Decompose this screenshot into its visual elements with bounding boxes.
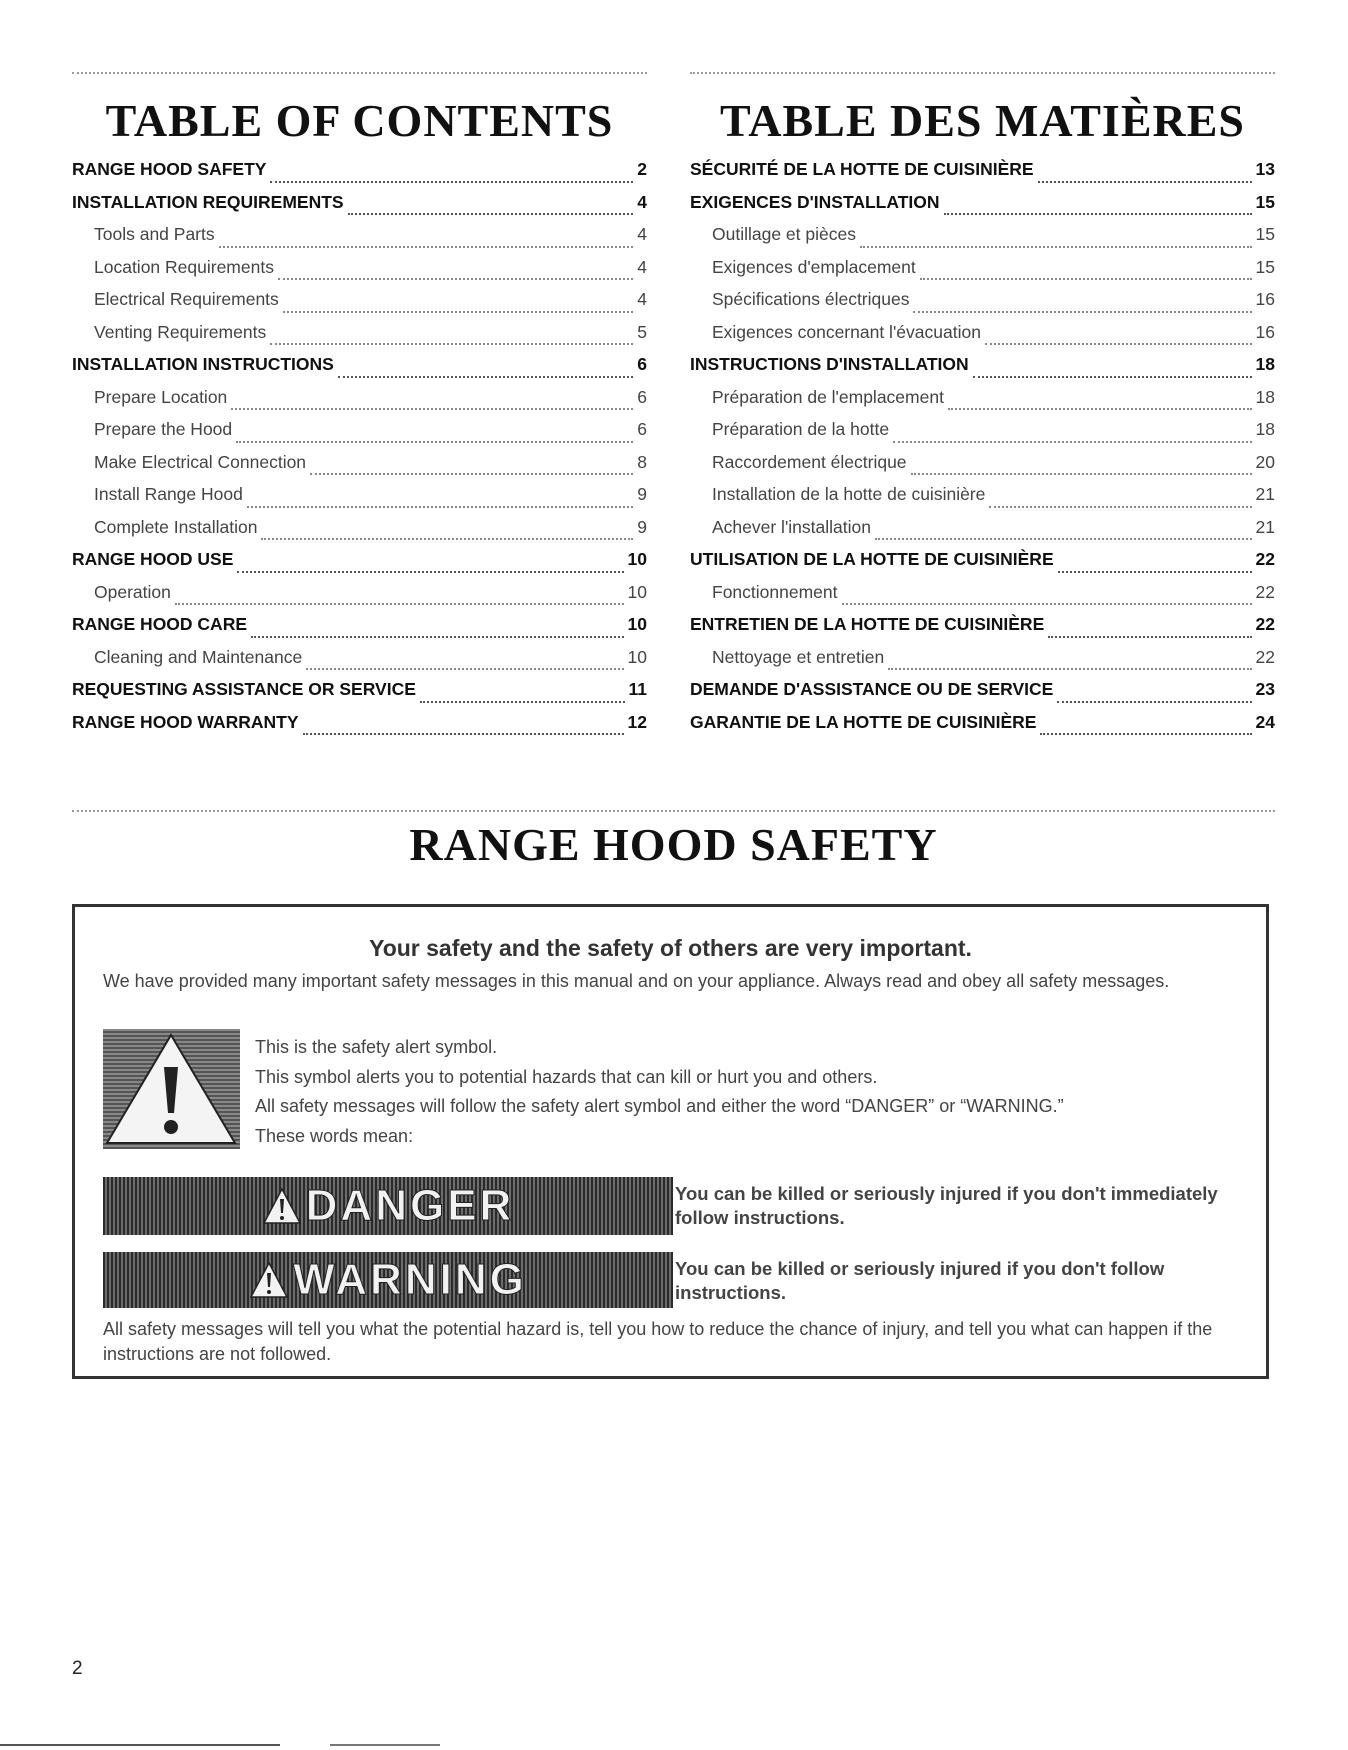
toc-entry[interactable]	[690, 387, 1275, 420]
toc-entry-label: Venting Requirements	[94, 321, 267, 342]
dot-leader	[270, 180, 633, 183]
toc-entry-label: Tools and Parts	[94, 224, 215, 244]
dot-leader	[420, 700, 625, 703]
dot-leader	[911, 472, 1252, 475]
toc-entry-page: 6	[637, 419, 647, 439]
dot-leader	[913, 310, 1251, 313]
toc-entry[interactable]	[690, 322, 1275, 355]
toc-entry[interactable]	[72, 257, 647, 290]
toc-entry-page: 22	[1255, 614, 1275, 634]
toc-entry-page: 16	[1255, 289, 1275, 309]
toc-entry-page: 6	[637, 386, 647, 407]
toc-entry-label: Spécifications électriques	[712, 289, 910, 309]
toc-french	[690, 72, 1275, 744]
toc-entry[interactable]	[72, 452, 647, 485]
dot-leader	[1057, 700, 1251, 703]
dot-leader	[261, 537, 633, 540]
toc-entry[interactable]	[72, 289, 647, 322]
toc-entry[interactable]	[690, 289, 1275, 322]
toc-entry[interactable]	[690, 419, 1275, 452]
toc-entry[interactable]	[72, 192, 647, 225]
safety-headline: Your safety and the safety of others are very important.	[369, 935, 972, 961]
toc-entry-page: 8	[637, 451, 647, 472]
toc-entry-label: SÉCURITÉ DE LA HOTTE DE CUISINIÈRE	[690, 159, 1034, 179]
toc-entry-label: Make Electrical Connection	[94, 451, 307, 472]
toc-entry[interactable]	[72, 419, 647, 452]
footer-rule	[0, 1744, 280, 1746]
dot-leader	[175, 602, 624, 605]
toc-entry[interactable]	[72, 679, 647, 712]
toc-entry[interactable]	[72, 484, 647, 517]
toc-entry-page: 10	[627, 581, 647, 602]
toc-entry-label: INSTALLATION REQUIREMENTS	[72, 191, 344, 212]
top-rule	[690, 72, 1275, 74]
toc-entry-page: 18	[1255, 386, 1275, 407]
warning-signal-bar	[103, 1252, 673, 1308]
toc-entry-page: 22	[1255, 646, 1275, 667]
toc-entry[interactable]	[690, 354, 1275, 387]
toc-entry-label: Préparation de l'emplacement	[712, 386, 944, 407]
toc-entry-page: 9	[637, 516, 647, 537]
toc-entry-label: Prepare Location	[94, 386, 228, 407]
toc-entry-label: RANGE HOOD CARE	[72, 614, 248, 634]
toc-entry[interactable]	[690, 224, 1275, 257]
toc-entry-page: 24	[1255, 711, 1275, 732]
toc-entry[interactable]	[72, 224, 647, 257]
dot-leader	[236, 440, 633, 443]
toc-entry-page: 4	[637, 224, 647, 244]
alert-symbol-explanation	[255, 1033, 1255, 1151]
safety-outro: All safety messages will tell you what the potential hazard is, tell you how to reduce the chance of injury, and tell you what can happen if the instructions are not followed.	[103, 1319, 1213, 1364]
toc-entry-page: 22	[1255, 549, 1275, 569]
toc-entry[interactable]	[690, 192, 1275, 225]
dot-leader	[348, 212, 634, 215]
toc-entry-page: 20	[1255, 451, 1275, 472]
dot-leader	[888, 667, 1251, 670]
toc-title-en: TABLE OF CONTENTS	[105, 95, 614, 146]
toc-entry-page: 16	[1255, 321, 1275, 342]
toc-entry-label: Outillage et pièces	[712, 224, 856, 244]
toc-entry-page: 10	[627, 646, 647, 667]
toc-entry-label: Fonctionnement	[712, 581, 838, 602]
toc-entry-page: 10	[627, 614, 647, 634]
dot-leader	[1038, 180, 1252, 183]
toc-entry-page: 2	[637, 159, 647, 179]
toc-entry-label: Préparation de la hotte	[712, 419, 890, 439]
toc-entry-page: 4	[637, 256, 647, 277]
toc-entry[interactable]	[72, 517, 647, 550]
toc-entry-page: 5	[637, 321, 647, 342]
section-title: RANGE HOOD SAFETY	[409, 819, 938, 870]
toc-entry-page: 23	[1255, 679, 1275, 699]
toc-entry-label: DEMANDE D'ASSISTANCE OU DE SERVICE	[690, 679, 1054, 699]
dot-leader	[219, 245, 634, 248]
toc-entry-page: 15	[1255, 191, 1275, 212]
toc-entry-page: 15	[1255, 256, 1275, 277]
toc-entry[interactable]	[690, 549, 1275, 582]
dot-leader	[1058, 570, 1252, 573]
danger-alert-icon	[262, 1187, 302, 1225]
danger-text: You can be killed or seriously injured if you don't immediately follow instructions.	[675, 1183, 1218, 1228]
toc-entry-label: RANGE HOOD USE	[72, 549, 234, 569]
alert-line: These words mean:	[255, 1125, 414, 1146]
toc-entry-page: 18	[1255, 419, 1275, 439]
warning-alert-icon	[249, 1261, 289, 1299]
dot-leader	[1048, 635, 1251, 638]
toc-entry-page: 6	[637, 354, 647, 374]
toc-entry-label: Installation de la hotte de cuisinière	[712, 484, 986, 504]
top-rule	[72, 72, 647, 74]
toc-entry-label: Exigences concernant l'évacuation	[712, 321, 981, 342]
toc-entry-page: 10	[627, 549, 647, 569]
dot-leader	[278, 277, 633, 280]
toc-entry[interactable]	[690, 257, 1275, 290]
toc-entry[interactable]	[690, 484, 1275, 517]
toc-entry[interactable]	[690, 614, 1275, 647]
toc-entry[interactable]	[690, 679, 1275, 712]
dot-leader	[842, 602, 1252, 605]
footer-rule	[330, 1744, 440, 1746]
dot-leader	[875, 537, 1252, 540]
danger-signal-bar	[103, 1177, 673, 1235]
toc-english	[72, 72, 647, 744]
dot-leader	[270, 342, 633, 345]
alert-line: This is the safety alert symbol.	[255, 1037, 498, 1057]
dot-leader	[989, 505, 1251, 508]
toc-entry[interactable]	[72, 159, 647, 192]
dot-leader	[985, 342, 1252, 345]
safety-intro: We have provided many important safety messages in this manual and on your appliance. Always read and obey all safety messages.	[103, 971, 1170, 991]
toc-entry-label: Nettoyage et entretien	[712, 646, 885, 667]
toc-entry-page: 13	[1255, 159, 1275, 179]
toc-entry-label: Prepare the Hood	[94, 419, 233, 439]
toc-entry[interactable]	[72, 614, 647, 647]
toc-entry-label: REQUESTING ASSISTANCE OR SERVICE	[72, 679, 416, 699]
toc-entry-label: RANGE HOOD WARRANTY	[72, 711, 299, 732]
toc-entry[interactable]	[72, 582, 647, 615]
toc-entry[interactable]	[72, 647, 647, 680]
dot-leader	[247, 505, 633, 508]
toc-entry-page: 4	[637, 191, 647, 212]
dot-leader	[973, 375, 1252, 378]
toc-entry-label: ENTRETIEN DE LA HOTTE DE CUISINIÈRE	[690, 614, 1045, 634]
dot-leader	[893, 440, 1251, 443]
toc-entry-page: 22	[1255, 581, 1275, 602]
warning-triangle-icon	[103, 1029, 240, 1149]
dot-leader	[251, 635, 624, 638]
toc-entry[interactable]	[72, 322, 647, 355]
toc-entry-label: RANGE HOOD SAFETY	[72, 159, 267, 179]
toc-entry-label: GARANTIE DE LA HOTTE DE CUISINIÈRE	[690, 711, 1037, 732]
toc-entry-label: EXIGENCES D'INSTALLATION	[690, 191, 940, 212]
toc-entry[interactable]	[690, 582, 1275, 615]
toc-entry-page: 15	[1255, 224, 1275, 244]
dot-leader	[306, 667, 623, 670]
dot-leader	[860, 245, 1252, 248]
safety-alert-symbol	[103, 1029, 240, 1149]
warning-text: You can be killed or seriously injured if you don't follow instructions.	[675, 1258, 1165, 1303]
toc-entry-label: INSTALLATION INSTRUCTIONS	[72, 354, 334, 374]
toc-entry-label: Exigences d'emplacement	[712, 256, 916, 277]
toc-entry[interactable]	[72, 549, 647, 582]
toc-entry[interactable]	[72, 712, 647, 745]
toc-entry-label: Install Range Hood	[94, 484, 243, 504]
toc-entry-label: Achever l'installation	[712, 516, 871, 537]
toc-list-en	[72, 159, 647, 744]
dot-leader	[944, 212, 1252, 215]
section-rule	[72, 810, 1275, 812]
toc-entry-label: Raccordement électrique	[712, 451, 907, 472]
alert-line: This symbol alerts you to potential hazards that can kill or hurt you and others.	[255, 1066, 878, 1087]
dot-leader	[303, 732, 624, 735]
dot-leader	[283, 310, 633, 313]
toc-entry-page: 18	[1255, 354, 1275, 374]
toc-entry-label: UTILISATION DE LA HOTTE DE CUISINIÈRE	[690, 549, 1054, 569]
dot-leader	[310, 472, 633, 475]
toc-entry-label: Complete Installation	[94, 516, 258, 537]
safety-box	[72, 904, 1269, 1379]
toc-entry-label: Electrical Requirements	[94, 289, 279, 309]
toc-entry-page: 9	[637, 484, 647, 504]
toc-entry-label: Operation	[94, 581, 171, 602]
toc-entry-page: 4	[637, 289, 647, 309]
alert-line: All safety messages will follow the safety alert symbol and either the word “DANGER” or “WARNING.”	[255, 1096, 1064, 1116]
dot-leader	[948, 407, 1252, 410]
toc-entry-page: 21	[1255, 516, 1275, 537]
dot-leader	[1040, 732, 1251, 735]
page-number: 2	[72, 1658, 83, 1679]
toc-entry[interactable]	[690, 712, 1275, 745]
danger-word: DANGER	[305, 1181, 515, 1230]
dot-leader	[231, 407, 633, 410]
dot-leader	[338, 375, 633, 378]
dot-leader	[920, 277, 1252, 280]
toc-list-fr	[690, 159, 1275, 744]
toc-entry-page: 21	[1255, 484, 1275, 504]
toc-entry[interactable]	[690, 647, 1275, 680]
toc-entry[interactable]	[690, 517, 1275, 550]
toc-entry[interactable]	[72, 354, 647, 387]
toc-entry-label: INSTRUCTIONS D'INSTALLATION	[690, 354, 969, 374]
warning-word: WARNING	[293, 1255, 527, 1304]
toc-entry[interactable]	[690, 159, 1275, 192]
toc-entry-page: 11	[628, 679, 647, 699]
toc-entry-page: 12	[627, 711, 647, 732]
toc-entry[interactable]	[690, 452, 1275, 485]
toc-entry[interactable]	[72, 387, 647, 420]
toc-entry-label: Cleaning and Maintenance	[94, 646, 303, 667]
dot-leader	[237, 570, 623, 573]
toc-title-fr: TABLE DES MATIÈRES	[720, 95, 1245, 146]
toc-entry-label: Location Requirements	[94, 256, 274, 277]
